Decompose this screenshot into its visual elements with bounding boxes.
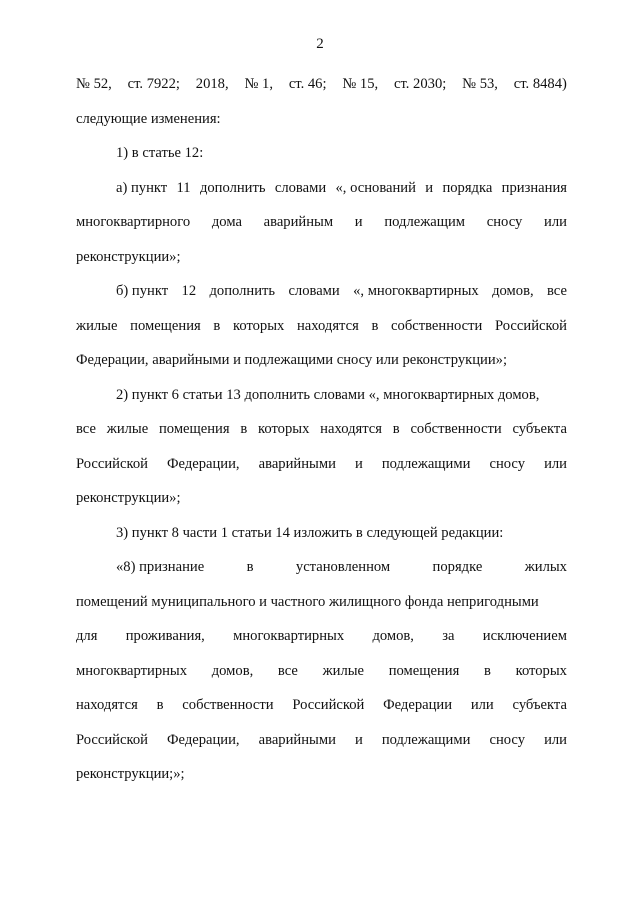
text-line bbox=[76, 171, 567, 206]
word: 12 bbox=[181, 283, 197, 299]
word: или bbox=[544, 455, 567, 472]
word: порядка bbox=[442, 179, 493, 196]
word: Российской bbox=[76, 455, 148, 472]
word: в bbox=[371, 317, 379, 334]
word: многоквартирных bbox=[233, 628, 345, 644]
word: за bbox=[442, 628, 455, 644]
text-line bbox=[76, 654, 567, 689]
word: признания bbox=[501, 179, 567, 196]
word: домов, bbox=[211, 662, 254, 679]
text-line: реконструкции»; bbox=[76, 490, 181, 506]
word: собственности bbox=[182, 697, 274, 713]
word: или bbox=[544, 731, 567, 748]
word: помещения bbox=[388, 662, 460, 679]
word: дополнить bbox=[199, 179, 266, 196]
word: которых bbox=[232, 317, 285, 334]
word: подлежащими bbox=[381, 455, 471, 472]
text-line bbox=[76, 723, 567, 758]
word: и bbox=[354, 455, 363, 472]
word: Российской bbox=[76, 731, 148, 748]
word: все bbox=[76, 421, 96, 437]
text-line: 2) пункт 6 статьи 13 дополнить словами «, многоквартирных домов, bbox=[116, 386, 540, 403]
text-line bbox=[76, 688, 567, 723]
word: или bbox=[470, 697, 494, 713]
word: для bbox=[76, 628, 98, 644]
word: аварийным bbox=[263, 214, 334, 230]
word: жилые bbox=[76, 317, 118, 334]
word: № 53, bbox=[462, 76, 498, 92]
word: подлежащими bbox=[381, 731, 471, 748]
word: Федерации bbox=[383, 697, 453, 713]
word: «, оснований bbox=[335, 179, 416, 196]
word: и bbox=[425, 179, 434, 196]
word: «8) признание bbox=[116, 559, 205, 575]
word: находятся bbox=[76, 697, 138, 713]
word: ст. 8484) bbox=[513, 76, 567, 92]
text-line: реконструкции;»; bbox=[76, 766, 185, 782]
word: в bbox=[246, 559, 254, 575]
word: многоквартирного bbox=[76, 214, 191, 230]
word: ст. 2030; bbox=[394, 76, 447, 92]
text-line: Федерации, аварийными и подлежащими сносу или реконструкции»; bbox=[76, 352, 507, 368]
word: находятся bbox=[297, 317, 359, 334]
word: б) пункт bbox=[116, 283, 169, 299]
word: аварийными bbox=[258, 455, 336, 472]
word: субъекта bbox=[512, 697, 567, 713]
word: № 1, bbox=[244, 76, 273, 92]
word: подлежащим bbox=[384, 214, 466, 230]
word: Федерации, bbox=[167, 731, 240, 748]
word: сносу bbox=[489, 731, 525, 748]
word: проживания, bbox=[125, 628, 205, 644]
word: в bbox=[240, 421, 248, 437]
text-line bbox=[76, 205, 567, 240]
word: сносу bbox=[486, 214, 523, 230]
word: словами bbox=[288, 283, 340, 299]
text-line: 1) в статье 12: bbox=[116, 145, 204, 161]
word: Российской bbox=[495, 317, 567, 334]
text-line bbox=[76, 67, 567, 102]
word: и bbox=[354, 731, 363, 748]
word: исключением bbox=[482, 628, 567, 644]
word: дома bbox=[211, 214, 242, 230]
word: которых bbox=[515, 662, 567, 679]
word: аварийными bbox=[258, 731, 336, 748]
word: жилые bbox=[322, 662, 365, 679]
document-body bbox=[76, 67, 567, 792]
text-line bbox=[76, 619, 567, 654]
word: ст. 46; bbox=[288, 76, 327, 92]
word: собственности bbox=[391, 317, 483, 334]
word: все bbox=[546, 283, 567, 299]
text-line: следующие изменения: bbox=[76, 110, 221, 127]
word: находятся bbox=[320, 421, 382, 437]
word: в bbox=[392, 421, 400, 437]
text-line: 3) пункт 8 части 1 статьи 14 изложить в следующей редакции: bbox=[116, 524, 504, 541]
word: и bbox=[354, 214, 363, 230]
text-line bbox=[76, 550, 567, 585]
word: или bbox=[544, 214, 567, 230]
word: жилых bbox=[524, 559, 567, 575]
word: Федерации, bbox=[167, 455, 240, 472]
word: а) пункт bbox=[116, 179, 168, 196]
text-line bbox=[76, 309, 567, 344]
word: субъекта bbox=[512, 421, 567, 437]
word: установленном bbox=[295, 559, 391, 575]
word: 2018, bbox=[195, 76, 229, 92]
word: «, многоквартирных bbox=[353, 283, 479, 299]
word: жилые bbox=[106, 421, 149, 437]
page-number: 2 bbox=[316, 36, 324, 52]
word: которых bbox=[258, 421, 310, 437]
word: все bbox=[277, 662, 298, 679]
word: словами bbox=[274, 179, 327, 196]
text-line: реконструкции»; bbox=[76, 248, 181, 265]
text-line bbox=[76, 412, 567, 447]
word: помещения bbox=[130, 317, 201, 334]
word: домов, bbox=[372, 628, 414, 644]
word: 11 bbox=[176, 179, 191, 196]
word: № 52, bbox=[76, 76, 112, 92]
word: № 15, bbox=[342, 76, 379, 92]
word: ст. 7922; bbox=[127, 76, 180, 92]
text-line bbox=[76, 447, 567, 482]
word: Российской bbox=[292, 697, 365, 713]
word: в bbox=[156, 697, 164, 713]
word: в bbox=[484, 662, 491, 679]
word: дополнить bbox=[209, 283, 276, 299]
word: в bbox=[213, 317, 221, 334]
word: собственности bbox=[410, 421, 502, 437]
word: многоквартирных bbox=[76, 662, 188, 679]
word: помещения bbox=[158, 421, 230, 437]
word: порядке bbox=[432, 559, 483, 575]
text-line bbox=[76, 274, 567, 309]
word: сносу bbox=[489, 455, 525, 472]
word: домов, bbox=[492, 283, 534, 299]
text-line: помещений муниципального и частного жилищного фонда непригодными bbox=[76, 593, 539, 610]
